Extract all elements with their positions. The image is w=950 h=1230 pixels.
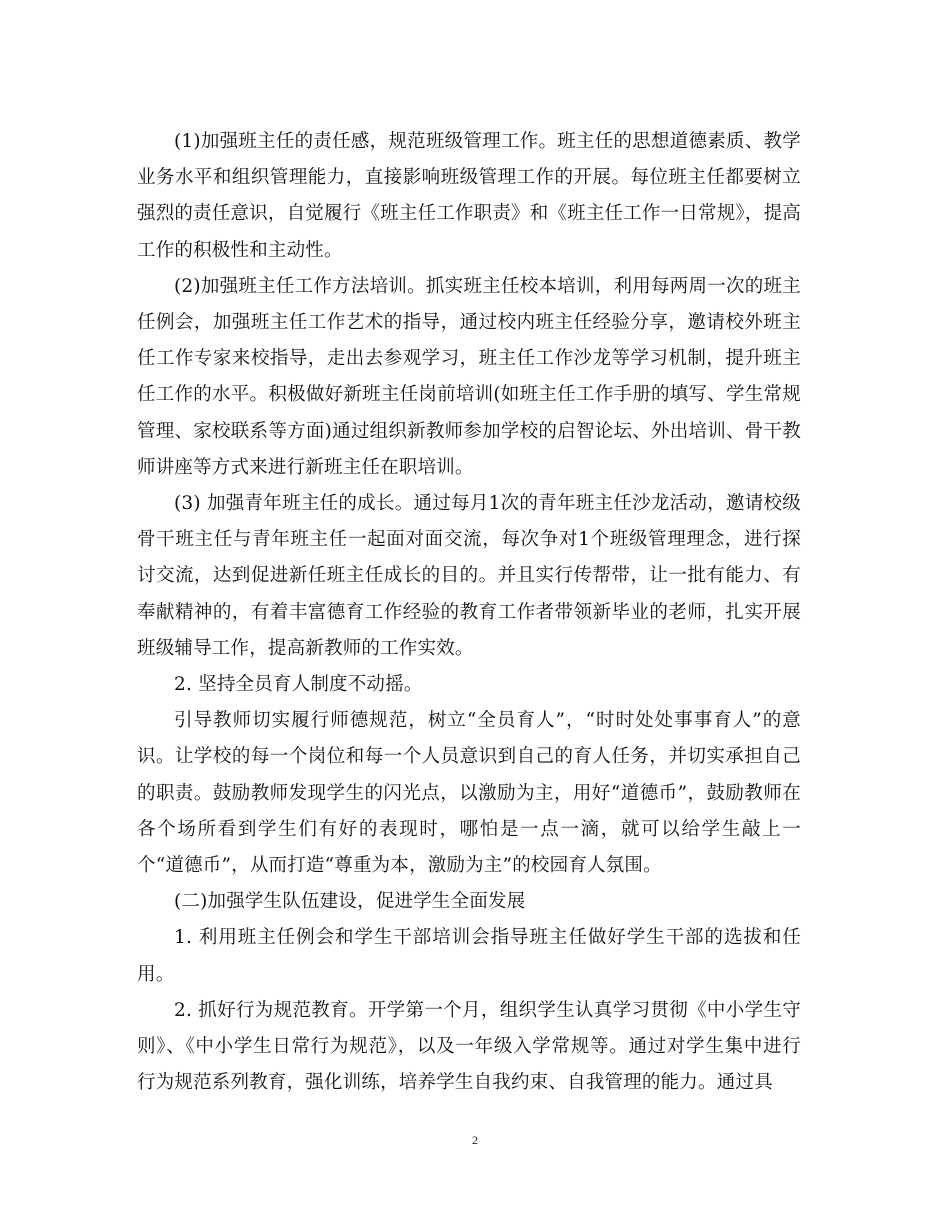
section-heading-student-team: (二)加强学生队伍建设，促进学生全面发展 bbox=[174, 891, 526, 913]
page-number: 2 bbox=[472, 1133, 478, 1147]
paragraph-1-2-class-teacher-training: (2)加强班主任工作方法培训。抓实班主任校本培训，利用每两周一次的班主任例会，加强班主任工作艺术的指导，通过校内班主任经验分享，邀请校外班主任工作专家来校指导，走出去参观学习，班主任工作沙龙等学习机制，提升班主任工作的水平。积极做好新班主任岗前培训(如班主任工作手册的填写、学生常规管理、家校联系等方面)通过组织新教师参加学校的启智论坛、外出培训、骨干教师讲座等方式来进行新班主任在职培训。 bbox=[137, 275, 801, 478]
paragraph-1-1-class-teacher-responsibility: (1)加强班主任的责任感，规范班级管理工作。班主任的思想道德素质、教学业务水平和组织管理能力，直接影响班级管理工作的开展。每位班主任都要树立强烈的责任意识，自觉履行《班主任工作职责》和《班主任工作一日常规》，提高工作的积极性和主动性。 bbox=[137, 131, 801, 261]
paragraph-all-staff-education: 引导教师切实履行师德规范，树立“全员育人”，“时时处处事事育人”的意识。让学校的每一个岗位和每一个人员意识到自己的育人任务，并切实承担自己的职责。鼓励教师发现学生的闪光点，以激励为主，用好“道德币”，鼓励教师在各个场所看到学生们有好的表现时，哪怕是一点一滴，就可以给学生敲上一个“道德币”，从而打造“尊重为本，激励为主”的校园育人氛围。 bbox=[137, 710, 801, 877]
paragraph-1-3-young-class-teacher-growth: (3) 加强青年班主任的成长。通过每月1次的青年班主任沙龙活动，邀请校级骨干班主任与青年班主任一起面对面交流，每次争对1个班级管理理念，进行探讨交流，达到促进新任班主任成长的目的。并且实行传帮带，让一批有能力、有奉献精神的，有着丰富德育工作经验的教育工作者带领新毕业的老师，扎实开展班级辅导工作，提高新教师的工作实效。 bbox=[137, 493, 801, 659]
document-body bbox=[137, 124, 801, 1101]
paragraph-student-cadres: 1. 利用班主任例会和学生干部培训会指导班主任做好学生干部的选拔和任用。 bbox=[137, 927, 801, 985]
paragraph-behavior-norms: 2. 抓好行为规范教育。开学第一个月，组织学生认真学习贯彻《中小学生守则》、《中小学生日常行为规范》，以及一年级入学常规等。通过对学生集中进行行为规范系列教育，强化训练，培养学生自我约束、自我管理的能力。通过具 bbox=[137, 999, 801, 1094]
heading-2-all-staff-education: 2. 坚持全员育人制度不动摇。 bbox=[174, 674, 423, 696]
